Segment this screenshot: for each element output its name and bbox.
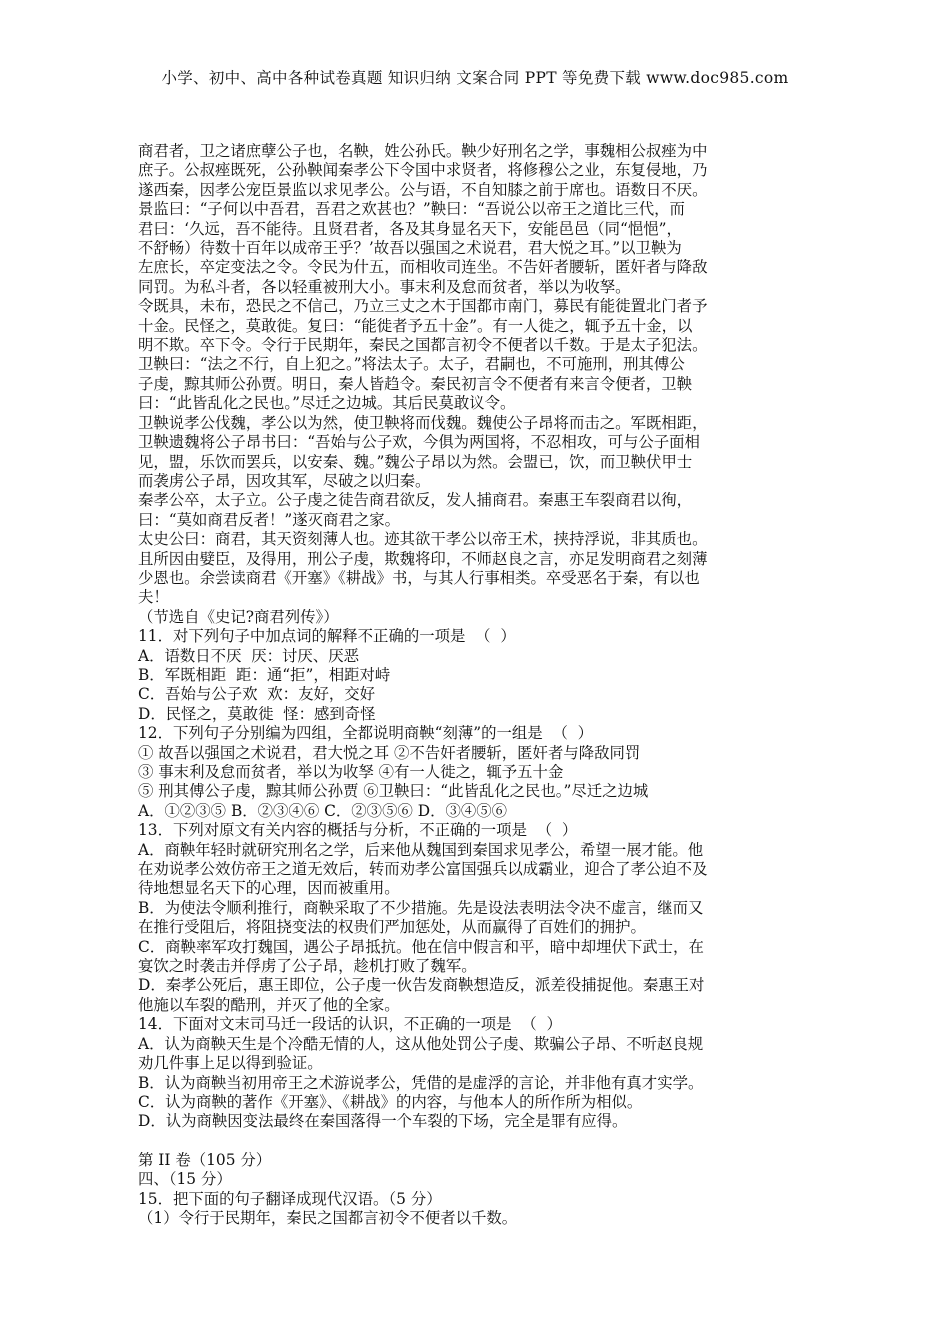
section-line: 第 II 卷（105 分） <box>138 1150 272 1169</box>
question-line: B．认为商鞅当初用帝王之术游说孝公，凭借的是虚浮的言论，并非他有真才实学。 <box>138 1073 704 1092</box>
section-line: 四、（15 分） <box>138 1170 232 1189</box>
passage-line: 庶子。公叔痤既死，公孙鞅闻秦孝公下令国中求贤者，将修穆公之业，东复侵地，乃 <box>138 161 708 180</box>
question-line: 13．下列对原文有关内容的概括与分析，不正确的一项是 （ ） <box>138 821 578 840</box>
question-line: ③ 事末利及怠而贫者，举以为收孥 ④有一人徙之，辄予五十金 <box>138 763 564 781</box>
passage-line: 景监曰：“子何以中吾君，吾君之欢甚也？”鞅曰：“吾说公以帝王之道比三代，而 <box>138 200 685 219</box>
page-header: 小学、初中、高中各种试卷真题 知识归纳 文案合同 PPT 等免费下载 www.doc985.com <box>161 69 789 87</box>
section-two <box>138 1151 818 1229</box>
passage-line: 不舒畅）待数十百年以成帝王乎？’故吾以强国之术说君，君大悦之耳。”以卫鞅为 <box>138 239 682 258</box>
passage-line: 卫鞅说孝公伐魏，孝公以为然，使卫鞅将而伐魏。魏使公子昂将而击之。军既相距， <box>138 413 708 432</box>
passage-line: 卫鞅曰：“法之不行，自上犯之。”将法太子。太子，君嗣也，不可施刑，刑其傅公 <box>138 355 685 374</box>
question-line: 14．下面对文末司马迁一段话的认识，不正确的一项是 （ ） <box>138 1015 562 1034</box>
question-line: 11．对下列句子中加点词的解释不正确的一项是 （ ） <box>138 627 516 646</box>
passage-line: 卫鞅遗魏将公子昂书曰：“吾始与公子欢，今俱为两国将，不忍相攻，可与公子面相 <box>138 433 700 452</box>
passage-line: 见，盟，乐饮而罢兵，以安秦、魏。”魏公子昂以为然。会盟已，饮，而卫鞅伏甲士 <box>138 452 693 471</box>
passage-line: 秦孝公卒，太子立。公子虔之徒告商君欲反，发人捕商君。秦惠王车裂商君以徇， <box>138 491 693 510</box>
question-line: A．①②③⑤ B．②③④⑥ C．②③⑤⑥ D．③④⑤⑥ <box>138 801 508 820</box>
passage-line: 夫！ <box>138 588 169 607</box>
passage-line: 且所因由嬖臣，及得用，刑公子虔，欺魏将印，不师赵良之言，亦足发明商君之刻薄 <box>138 549 708 568</box>
section-gap <box>138 1132 818 1151</box>
passage-line: 明不欺。卒下令。令行于民期年，秦民之国都言初令不便者以千数。于是太子犯法。 <box>138 336 708 355</box>
question-line: D．认为商鞅因变法最终在秦国落得一个车裂的下场，完全是罪有应得。 <box>138 1112 628 1131</box>
document-body <box>138 142 818 1228</box>
question-line: 待地想显名天下的心理，因而被重用。 <box>138 879 400 898</box>
passage-line: 遂西秦，因孝公宠臣景监以求见孝公。公与语，不自知膝之前于席也。语数日不厌。 <box>138 180 708 199</box>
question-line: ⑤ 刑其傅公子虔，黥其师公孙贾 ⑥卫鞅曰：“此皆乱化之民也。”尽迁之边城 <box>138 782 649 801</box>
question-line: A．语数日不厌 厌：讨厌、厌恶 <box>138 646 359 665</box>
passage-line: 君曰：‘久远，吾不能待。且贤君者，各及其身显名天下，安能邑邑（同“悒悒”， <box>138 219 682 238</box>
section-line: 15．把下面的句子翻译成现代汉语。（5 分） <box>138 1189 442 1208</box>
question-line: B．军既相距 距：通“拒”，相距对峙 <box>138 665 391 684</box>
question-line: ① 故吾以强国之术说君，君大悦之耳 ②不告奸者腰斩，匿奸者与降敌同罚 <box>138 743 641 762</box>
passage-line: 同罚。为私斗者，各以轻重被刑大小。事末利及怠而贫者，举以为收孥。 <box>138 277 631 296</box>
question-line: C．吾始与公子欢 欢：友好，交好 <box>138 685 376 704</box>
question-line: B．为使法令顺利推行，商鞅采取了不少措施。先是设法表明法令决不虚言，继而又 <box>138 898 704 917</box>
questions <box>138 627 818 1132</box>
question-line: D．民怪之，莫敢徙 怪：感到奇怪 <box>138 704 376 723</box>
question-line: 宴饮之时袭击并俘虏了公子昂，趁机打败了魏军。 <box>138 957 477 976</box>
question-line: 12．下列句子分别编为四组，全都说明商鞅“刻薄”的一组是 （ ） <box>138 724 594 743</box>
passage-line: 子虔，黥其师公孙贾。明日，秦人皆趋令。秦民初言令不便者有来言令便者，卫鞅 <box>138 374 693 393</box>
passage-line: 令既具，未布，恐民之不信己，乃立三丈之木于国都市南门，募民有能徙置北门者予 <box>138 297 708 316</box>
passage-line: （节选自《史记?商君列传》） <box>138 607 339 626</box>
question-line: D．秦孝公死后，惠王即位，公子虔一伙告发商鞅想造反，派差役捕捉他。秦惠王对 <box>138 976 705 995</box>
question-line: C．认为商鞅的著作《开塞》、《耕战》的内容，与他本人的所作所为相似。 <box>138 1092 643 1111</box>
passage-line: 商君者，卫之诸庶孽公子也，名鞅，姓公孙氏。鞅少好刑名之学，事魏相公叔痤为中 <box>138 142 708 160</box>
question-line: 劝几件事上足以得到验证。 <box>138 1054 323 1073</box>
question-line: A．商鞅年轻时就研究刑名之学，后来他从魏国到秦国求见孝公，希望一展才能。他 <box>138 840 704 859</box>
passage-line: 曰：“此皆乱化之民也。”尽迁之边城。其后民莫敢议令。 <box>138 394 516 413</box>
passage-line: 十金。民怪之，莫敢徙。复曰：“能徙者予五十金”。有一人徙之，辄予五十金，以 <box>138 316 693 335</box>
question-line: A．认为商鞅天生是个冷酷无情的人，这从他处罚公子虔、欺骗公子昂、不听赵良规 <box>138 1034 704 1053</box>
passage-line: 曰：“莫如商君反者！”遂灭商君之家。 <box>138 510 400 529</box>
question-line: C．商鞅率军攻打魏国，遇公子昂抵抗。他在信中假言和平，暗中却埋伏下武士，在 <box>138 937 704 956</box>
question-line: 在劝说孝公效仿帝王之道无效后，转而劝孝公富国强兵以成霸业，迎合了孝公迫不及 <box>138 860 708 879</box>
passage-line: 少恩也。余尝读商君《开塞》《耕战》书，与其人行事相类。卒受恶名于秦，有以也 <box>138 568 700 587</box>
passage-line: 太史公曰：商君，其天资刻薄人也。迹其欲干孝公以帝王术，挟持浮说，非其质也。 <box>138 530 708 549</box>
section-line: （1）令行于民期年，秦民之国都言初令不便者以千数。 <box>138 1208 518 1227</box>
passage-line: 左庶长，卒定变法之令。令民为什五，而相收司连坐。不告奸者腰斩，匿奸者与降敌 <box>138 258 708 277</box>
passage <box>138 142 818 627</box>
question-line: 在推行受阻后，将阻挠变法的权贵们严加惩处，从而赢得了百姓们的拥护。 <box>138 918 646 937</box>
question-line: 他施以车裂的酷刑，并灭了他的全家。 <box>138 995 400 1014</box>
passage-line: 而袭虏公子昂，因攻其军，尽破之以归秦。 <box>138 471 431 490</box>
